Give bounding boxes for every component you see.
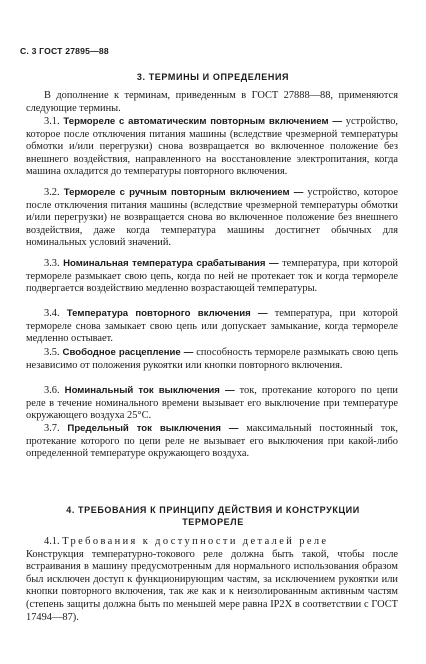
clause-4-1-heading: Требования к доступности деталей реле — [62, 536, 329, 547]
term-3-2-name: Термореле с ручным повторным включением — — [63, 187, 304, 198]
term-3-7: 3.7. Предельный ток выключения — максимальный постоянный ток, протекание которого по цепи реле не вызывает его выключения при какой-либо определенной температуре окружающего воздуха. — [26, 423, 398, 460]
clause-4-1: 4.1. Требования к доступности деталей реле Конструкция температурно-токового реле должна быть такой, чтобы после встраивания в машину предусмотренным для нормального использования образом был исключен доступ к функционирующим частям, за исключением рукоятки или кнопки повторного включения, так же как и к неизолированным активным частям (степень защиты должна быть по меньшей мере равна IP2X в соответствии с ГОСТ 17494—87). — [26, 536, 398, 623]
term-3-6-name: Номинальный ток выключения — — [64, 385, 235, 396]
term-3-4-name: Температура повторного включения — — [66, 308, 268, 319]
term-3-7-name: Предельный ток выключения — — [67, 423, 239, 434]
term-3-6: 3.6. Номинальный ток выключения — ток, протекание которого по цепи реле в течение номинального времени вызывает его выключение при температуре окружающего воздуха 25°С. — [26, 385, 398, 422]
term-3-5: 3.5. Свободное расцепление — способность термореле размыкать свою цепь независимо от положения рукоятки или кнопки повторного включения. — [26, 347, 398, 371]
section-4-title: 4. ТРЕБОВАНИЯ К ПРИНЦИПУ ДЕЙСТВИЯ И КОНСТРУКЦИИ ТЕРМОРЕЛЕ — [66, 505, 360, 527]
term-3-4: 3.4. Температура повторного включения — температура, при которой термореле снова замыкает свою цепь или допускает замыкание, когда термореле медленно остывает. — [26, 308, 398, 345]
term-3-2: 3.2. Термореле с ручным повторным включением — устройство, которое после отключения питания машины (вследствие чрезмерной температуры обмотки и/или перегрузки) не возвращается снова во включенное положение без внешнего воздействия, даже когда температура машины достигнет обычных для номинальных условий значений. — [26, 187, 398, 249]
term-3-3-name: Номинальная температура срабатывания — — [63, 258, 279, 269]
page-header: С. 3 ГОСТ 27895—88 — [20, 46, 109, 56]
term-3-1-name: Термореле с автоматическим повторным включением — — [63, 116, 342, 127]
intro-paragraph: В дополнение к терминам, приведенным в ГОСТ 27888—88, применяются следующие термины. — [26, 90, 398, 114]
term-3-5-name: Свободное расцепление — — [62, 347, 194, 358]
term-3-3: 3.3. Номинальная температура срабатывания — температура, при которой термореле размыкает свою цепь, когда по ней не протекает ток и когда термореле подвергается воздействию медленно возрастающей температуры. — [26, 258, 398, 295]
term-3-1: 3.1. Термореле с автоматическим повторным включением — устройство, которое после отключения питания машины (вследствие чрезмерной температуры обмотки и/или перегрузки) снова возвращается во включенное положение без внешнего воздействия, направленного на восстановление электропитания, когда машина охладится до температуры повторного включения. — [26, 116, 398, 178]
section-3-title: 3. ТЕРМИНЫ И ОПРЕДЕЛЕНИЯ — [136, 72, 290, 82]
